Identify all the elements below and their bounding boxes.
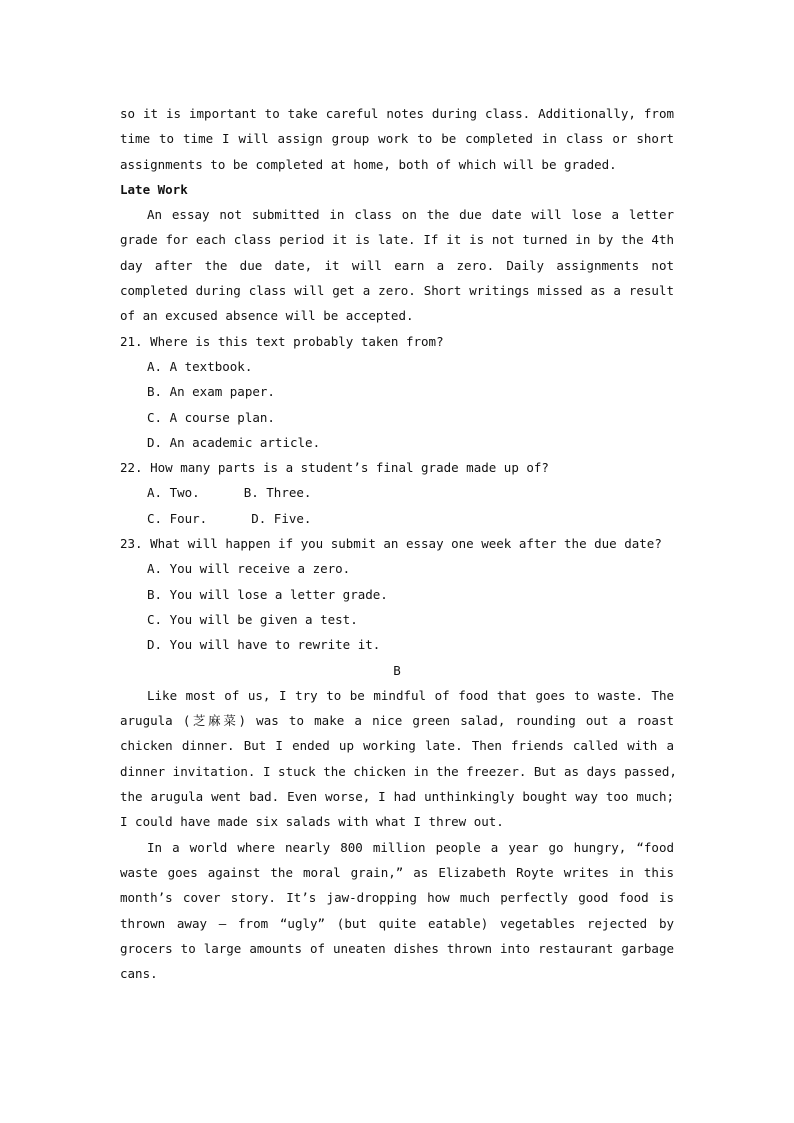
question-23-option: C. You will be given a test. bbox=[147, 611, 358, 627]
question-23-option: D. You will have to rewrite it. bbox=[147, 637, 381, 653]
section-b-para2-line: month’s cover story. It’s jaw-dropping how much perfectly good food is bbox=[120, 890, 674, 906]
intro-line: time to time I will assign group work to be completed in class or short bbox=[120, 131, 674, 147]
intro-line: assignments to be completed at home, both of which will be graded. bbox=[120, 156, 617, 172]
late-work-line: An essay not submitted in class on the due date will lose a letter bbox=[147, 207, 674, 223]
question-21-option: D. An academic article. bbox=[147, 434, 321, 450]
section-b-para2-line: thrown away — from “ugly” (but quite eatable) vegetables rejected by bbox=[120, 915, 674, 931]
question-22-options-row bbox=[120, 480, 674, 505]
section-b-para1-line: chicken dinner. But I ended up working late. Then friends called with a bbox=[120, 738, 674, 754]
section-b-para2-line: cans. bbox=[120, 966, 158, 982]
question-22-option: C. Four. bbox=[147, 510, 208, 526]
question-22-option: B. Three. bbox=[243, 485, 312, 501]
intro-line: so it is important to take careful notes during class. Additionally, from bbox=[120, 106, 674, 121]
question-22-option: A. Two. bbox=[147, 485, 200, 501]
section-b-para2-line: In a world where nearly 800 million people a year go hungry, “food bbox=[147, 839, 674, 855]
section-b-para2-line: grocers to large amounts of uneaten dishes thrown into restaurant garbage bbox=[120, 940, 674, 956]
section-b-para1-line: I could have made six salads with what I threw out. bbox=[120, 814, 504, 830]
question-21-stem: 21. Where is this text probably taken from? bbox=[120, 333, 444, 349]
late-work-heading: Late Work bbox=[120, 181, 188, 197]
question-23-option: B. You will lose a letter grade. bbox=[147, 586, 388, 602]
section-b-para2-line: waste goes against the moral grain,” as Elizabeth Royte writes in this bbox=[120, 864, 674, 880]
question-23-stem: 23. What will happen if you submit an essay one week after the due date? bbox=[120, 536, 662, 552]
document-page bbox=[120, 101, 677, 986]
question-21-option: C. A course plan. bbox=[147, 409, 275, 425]
section-b-para1-line: the arugula went bad. Even worse, I had unthinkingly bought way too much; bbox=[120, 789, 674, 805]
section-b-para1-line: Like most of us, I try to be mindful of food that goes to waste. The bbox=[147, 687, 674, 703]
question-21-option: B. An exam paper. bbox=[147, 384, 275, 400]
late-work-line: of an excused absence will be accepted. bbox=[120, 308, 414, 324]
late-work-line: completed during class will get a zero. Short writings missed as a result bbox=[120, 283, 674, 299]
late-work-line: day after the due date, it will earn a zero. Daily assignments not bbox=[120, 257, 674, 273]
question-21-option: A. A textbook. bbox=[147, 358, 253, 374]
section-b-para1-line: arugula (芝麻菜) was to make a nice green salad, rounding out a roast bbox=[120, 713, 674, 729]
question-22-stem: 22. How many parts is a student’s final grade made up of? bbox=[120, 460, 549, 476]
question-22-option: D. Five. bbox=[251, 510, 312, 526]
question-23-option: A. You will receive a zero. bbox=[147, 561, 351, 577]
question-22-options-row bbox=[120, 506, 674, 531]
section-b-para1-line: dinner invitation. I stuck the chicken in the freezer. But as days passed, bbox=[120, 763, 677, 779]
late-work-line: grade for each class period it is late. If it is not turned in by the 4th bbox=[120, 232, 674, 248]
section-b-label: B bbox=[393, 662, 401, 678]
